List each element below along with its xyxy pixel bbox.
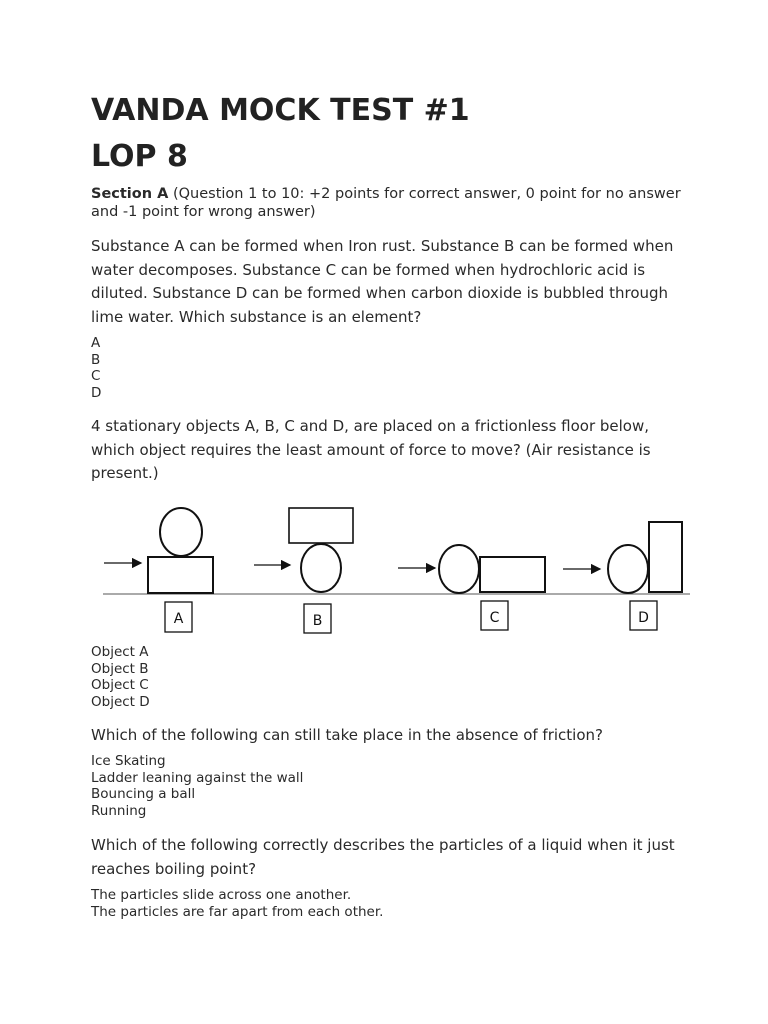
box-shape bbox=[148, 557, 213, 593]
option[interactable]: C bbox=[91, 368, 101, 385]
object-b bbox=[254, 508, 353, 633]
object-c bbox=[398, 545, 545, 630]
ball-shape bbox=[439, 545, 479, 593]
ball-shape bbox=[608, 545, 648, 593]
question-3-text: Which of the following can still take place in the absence of friction? bbox=[91, 726, 603, 744]
option[interactable]: D bbox=[91, 385, 102, 402]
option[interactable]: Object C bbox=[91, 677, 149, 694]
label-d: D bbox=[638, 610, 649, 626]
label-a: A bbox=[173, 611, 184, 627]
section-label: Section A bbox=[91, 186, 169, 202]
box-shape bbox=[480, 557, 545, 592]
ball-shape bbox=[160, 508, 202, 556]
ball-shape bbox=[301, 544, 341, 592]
question-2-text: 4 stationary objects A, B, C and D, are placed on a frictionless floor below, which object requires the least amount of force to move? (Air resistance is present.) bbox=[91, 417, 651, 482]
question-2-options bbox=[91, 644, 150, 711]
box-shape bbox=[649, 522, 682, 592]
option[interactable]: The particles are far apart from each other. bbox=[91, 903, 384, 920]
object-a bbox=[104, 508, 213, 632]
option[interactable]: Object A bbox=[91, 644, 149, 660]
section-header bbox=[91, 185, 681, 221]
section-note: (Question 1 to 10: +2 points for correct answer, 0 point for no answer and -1 point for wrong answer) bbox=[91, 186, 681, 220]
object-d bbox=[563, 522, 682, 630]
label-c: C bbox=[489, 610, 500, 626]
question-1-text: Substance A can be formed when Iron rust. Substance B can be formed when water decomposes. Substance C can be formed when hydrochloric acid is diluted. Substance D can be formed when carbon dioxide is bubbled through lime water. Which substance is an element? bbox=[91, 237, 674, 326]
option[interactable]: Bouncing a ball bbox=[91, 786, 196, 803]
question-4-text: Which of the following correctly describes the particles of a liquid when it just reaches boiling point? bbox=[91, 836, 675, 878]
option[interactable]: Ladder leaning against the wall bbox=[91, 769, 304, 786]
box-shape bbox=[289, 508, 353, 543]
question-1-options bbox=[91, 335, 101, 402]
force-objects-diagram bbox=[100, 503, 696, 637]
option[interactable]: Object B bbox=[91, 660, 149, 677]
option[interactable]: The particles slide across one another. bbox=[91, 887, 352, 903]
option[interactable]: Object D bbox=[91, 694, 150, 711]
test-title: VANDA MOCK TEST #1 bbox=[91, 93, 470, 128]
option[interactable]: B bbox=[91, 351, 101, 368]
class-title: LOP 8 bbox=[91, 139, 188, 174]
label-b: B bbox=[312, 613, 323, 629]
option[interactable]: Running bbox=[91, 803, 147, 820]
question-4-options bbox=[91, 887, 383, 920]
option[interactable]: A bbox=[91, 335, 101, 351]
question-3-options bbox=[91, 753, 303, 820]
option[interactable]: Ice Skating bbox=[91, 753, 166, 769]
